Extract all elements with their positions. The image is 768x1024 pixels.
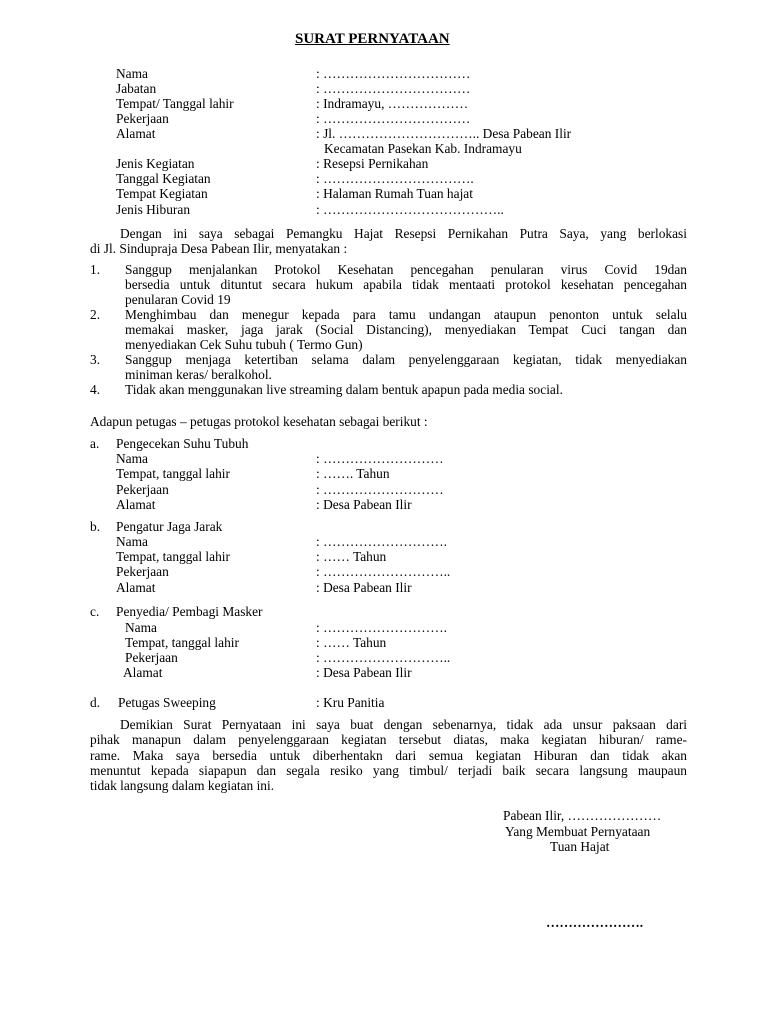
officer-letter: c. — [90, 604, 100, 619]
identity-value: : …………………………… — [316, 111, 471, 126]
officer-field-value: : …… Tahun — [316, 635, 387, 650]
officer-field-label: Alamat — [116, 497, 156, 512]
closing-line: rame. Maka saya bersedia untuk diberhentakn dari semua kegiatan Hiburan dan tidak akan — [90, 748, 687, 763]
officer-field-value: : Kru Panitia — [316, 695, 385, 710]
officer-title: Pengatur Jaga Jarak — [116, 519, 223, 534]
intro-paragraph-line: di Jl. Sindupraja Desa Pabean Ilir, menyatakan : — [90, 241, 348, 256]
officer-field-label: Pekerjaan — [116, 482, 169, 497]
statement-line: Tidak akan menggunakan live streaming dalam bentuk apapun pada media social. — [125, 382, 563, 397]
officer-field-value: : ……. Tahun — [316, 466, 390, 481]
identity-value: : Resepsi Pernikahan — [316, 156, 429, 171]
statement-number: 3. — [90, 352, 101, 367]
statement-number: 2. — [90, 307, 101, 322]
identity-label: Jenis Kegiatan — [116, 156, 195, 171]
officer-field-label: Tempat, tanggal lahir — [116, 549, 230, 564]
identity-label: Jabatan — [116, 81, 157, 96]
intro-paragraph-line — [90, 226, 687, 242]
officer-field-label: Pekerjaan — [116, 564, 169, 579]
officer-letter: d. — [90, 695, 101, 710]
closing-line-text: Demikian Surat Pernyataan ini saya buat dengan sebenarnya, tidak ada unsur paksaan dari — [120, 717, 687, 732]
identity-value: Kecamatan Pasekan Kab. Indramayu — [324, 141, 522, 156]
document-title: SURAT PERNYATAAN — [295, 31, 450, 47]
identity-label: Nama — [116, 66, 148, 81]
identity-label: Tanggal Kegiatan — [116, 171, 211, 186]
statement-line: miniman keras/ beralkohol. — [125, 367, 272, 382]
statement-line: menyediakan Cek Suhu tubuh ( Termo Gun) — [125, 337, 363, 352]
officer-field-value: : ………………………. — [316, 534, 447, 549]
intro-line-1: Dengan ini saya sebagai Pemangku Hajat Resepsi Pernikahan Putra Saya, yang berlokasi — [120, 226, 687, 241]
statement-line: Sanggup menjalankan Protokol Kesehatan pencegahan penularan virus Covid 19dan — [125, 262, 687, 277]
identity-value: : …………………………… — [316, 81, 471, 96]
officer-field-label: Nama — [116, 534, 148, 549]
officer-field-value: : Desa Pabean Ilir — [316, 665, 412, 680]
officer-field-label: Alamat — [123, 665, 163, 680]
statement-line: Menghimbau dan menegur kepada para tamu undangan ataupun penonton untuk selalu — [125, 307, 687, 322]
identity-value: : Indramayu, ……………… — [316, 96, 469, 111]
identity-label: Pekerjaan — [116, 111, 169, 126]
statement-line: memakai masker, jaga jarak (Social Distancing), menyediakan Tempat Cuci tangan dan — [125, 322, 687, 337]
statement-line: Sanggup menjaga ketertiban selama dalam penyelenggaraan kegiatan, tidak menyediakan — [125, 352, 687, 367]
signature-name: …………………. — [546, 915, 644, 930]
signature-maker: Yang Membuat Pernyataan — [505, 824, 651, 839]
officer-field-label: Nama — [116, 451, 148, 466]
closing-line — [90, 717, 687, 733]
officer-field-label: Tempat, tanggal lahir — [116, 466, 230, 481]
closing-line: menuntut kepada siapapun dan segala resiko yang timbul/ terjadi baik secara langsung maupaun — [90, 763, 687, 778]
officer-letter: a. — [90, 436, 100, 451]
officer-field-value: : ……………………….. — [316, 564, 451, 579]
signature-role: Tuan Hajat — [550, 839, 610, 854]
identity-value: : ……………………………. — [316, 171, 474, 186]
identity-label: Tempat Kegiatan — [116, 186, 208, 201]
officers-intro: Adapun petugas – petugas protokol kesehatan sebagai berikut : — [90, 414, 428, 429]
officer-field-value: : ……………………….. — [316, 650, 451, 665]
officer-field-label: Pekerjaan — [125, 650, 178, 665]
identity-label: Tempat/ Tanggal lahir — [116, 96, 234, 111]
identity-value: : ………………………………….. — [316, 202, 504, 217]
identity-value: : Halaman Rumah Tuan hajat — [316, 186, 473, 201]
officer-title: Pengecekan Suhu Tubuh — [116, 436, 249, 451]
statement-line: bersedia untuk dituntut secara hukum apabila tidak mentaati protokol kesehatan pencegahan — [125, 277, 687, 292]
identity-label: Jenis Hiburan — [116, 202, 191, 217]
officer-field-value: : Desa Pabean Ilir — [316, 580, 412, 595]
statement-line: penularan Covid 19 — [125, 292, 231, 307]
officer-field-label: Nama — [125, 620, 157, 635]
statement-number: 1. — [90, 262, 101, 277]
officer-title: Petugas Sweeping — [118, 695, 216, 710]
officer-field-value: : ………………………. — [316, 620, 447, 635]
identity-label: Alamat — [116, 126, 156, 141]
officer-field-value: : Desa Pabean Ilir — [316, 497, 412, 512]
closing-line: pihak manapun dalam penyelenggaraan kegiatan tersebut diatas, maka kegiatan hiburan/ rame- — [90, 732, 687, 747]
identity-value: : Jl. ………………………….. Desa Pabean Ilir — [316, 126, 572, 141]
officer-field-value: : ……………………… — [316, 482, 444, 497]
signature-place-date: Pabean Ilir, ………………… — [503, 808, 662, 823]
identity-value: : …………………………… — [316, 66, 471, 81]
officer-field-value: : ……………………… — [316, 451, 444, 466]
officer-field-label: Alamat — [116, 580, 156, 595]
officer-letter: b. — [90, 519, 101, 534]
officer-title: Penyedia/ Pembagi Masker — [116, 604, 263, 619]
officer-field-label: Tempat, tanggal lahir — [125, 635, 239, 650]
officer-field-value: : …… Tahun — [316, 549, 387, 564]
closing-line: tidak langsung dalam kegiatan ini. — [90, 778, 275, 793]
statement-number: 4. — [90, 382, 101, 397]
